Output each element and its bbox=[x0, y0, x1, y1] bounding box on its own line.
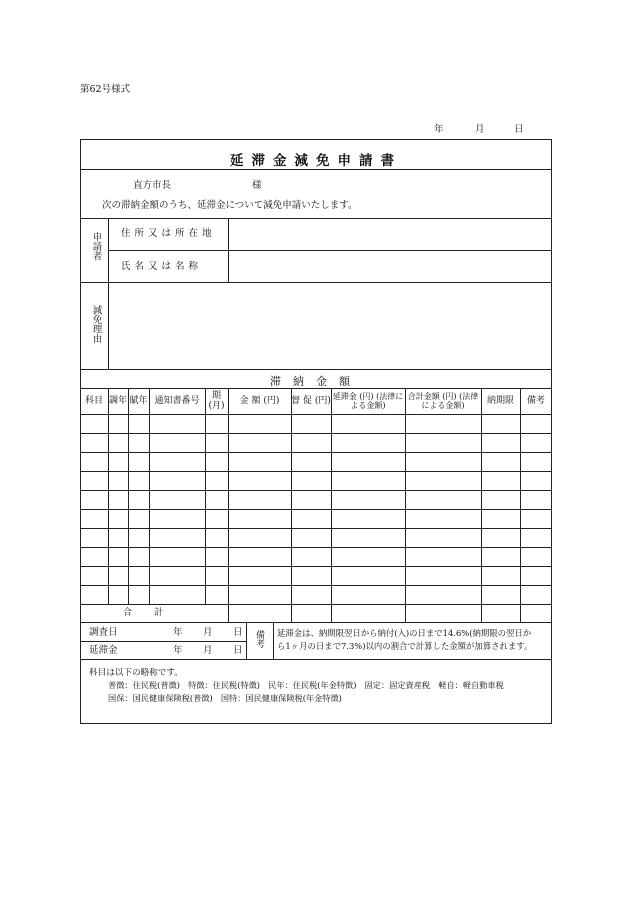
abbreviation-line-2: 国保：国民健康保険税(普徴) 国特：国民健康保険税(年金特徴) bbox=[108, 693, 342, 703]
table-cell[interactable] bbox=[521, 586, 552, 604]
divider bbox=[273, 622, 274, 659]
table-cell[interactable] bbox=[292, 434, 331, 452]
table-cell[interactable] bbox=[292, 415, 331, 433]
table-cell[interactable] bbox=[109, 548, 128, 566]
table-cell[interactable] bbox=[521, 453, 552, 471]
table-cell[interactable] bbox=[81, 453, 108, 471]
table-cell[interactable] bbox=[521, 510, 552, 528]
table-cell[interactable] bbox=[292, 510, 331, 528]
table-cell[interactable] bbox=[521, 548, 552, 566]
remarks-text-1: 延滞金は、納期限翌日から納付(入)の日まで14.6%(納期限の翌日か bbox=[277, 628, 532, 638]
request-sentence: 次の滞納金額のうち、延滞金について減免申請いたします。 bbox=[102, 200, 358, 211]
table-cell[interactable] bbox=[406, 434, 481, 452]
late-fee-day-unit: 日 bbox=[233, 645, 243, 656]
form-title: 延滞金減免申請書 bbox=[230, 153, 402, 169]
column-header-nouki: 納期限 bbox=[486, 395, 514, 406]
table-cell[interactable] bbox=[482, 491, 520, 509]
table-cell[interactable] bbox=[81, 567, 108, 585]
divider bbox=[80, 169, 552, 170]
table-cell[interactable] bbox=[150, 529, 205, 547]
table-cell[interactable] bbox=[332, 548, 405, 566]
table-cell[interactable] bbox=[206, 586, 228, 604]
table-cell[interactable] bbox=[109, 529, 128, 547]
table-cell[interactable] bbox=[150, 415, 205, 433]
table-cell[interactable] bbox=[81, 586, 108, 604]
remarks-label: 備考 bbox=[254, 630, 264, 648]
column-header-biko: 備考 bbox=[526, 395, 545, 406]
abbreviation-intro: 科目は以下の略称です。 bbox=[89, 668, 183, 678]
table-cell[interactable] bbox=[406, 586, 481, 604]
table-cell[interactable] bbox=[81, 491, 108, 509]
table-cell[interactable] bbox=[81, 510, 108, 528]
table-cell[interactable] bbox=[292, 491, 331, 509]
table-cell[interactable] bbox=[292, 453, 331, 471]
late-fee-year-unit: 年 bbox=[173, 645, 183, 656]
column-divider bbox=[405, 604, 406, 622]
divider bbox=[80, 659, 552, 660]
form-number: 第62号様式 bbox=[80, 84, 131, 95]
divider bbox=[80, 369, 552, 370]
address-label: 住所又は所在地 bbox=[121, 228, 216, 239]
table-cell[interactable] bbox=[521, 491, 552, 509]
table-cell[interactable] bbox=[229, 529, 291, 547]
applicant-label: 申請者 bbox=[90, 232, 102, 261]
table-cell[interactable] bbox=[332, 434, 405, 452]
table-cell[interactable] bbox=[129, 529, 149, 547]
table-cell[interactable] bbox=[482, 586, 520, 604]
investigation-day-unit: 日 bbox=[233, 627, 243, 638]
total-label: 合計 bbox=[122, 607, 185, 618]
arrears-heading: 滞納金額 bbox=[270, 375, 362, 388]
table-cell[interactable] bbox=[332, 567, 405, 585]
table-cell[interactable] bbox=[521, 415, 552, 433]
table-cell[interactable] bbox=[229, 586, 291, 604]
table-cell[interactable] bbox=[206, 529, 228, 547]
divider bbox=[80, 641, 246, 642]
table-cell[interactable] bbox=[482, 415, 520, 433]
address-field[interactable] bbox=[229, 219, 551, 250]
table-cell[interactable] bbox=[406, 567, 481, 585]
table-cell[interactable] bbox=[206, 548, 228, 566]
addressee-mayor: 直方市長 bbox=[133, 180, 172, 191]
table-cell[interactable] bbox=[521, 472, 552, 490]
table-cell[interactable] bbox=[206, 453, 228, 471]
name-field[interactable] bbox=[229, 251, 551, 282]
table-cell[interactable] bbox=[81, 434, 108, 452]
table-cell[interactable] bbox=[482, 510, 520, 528]
table-cell[interactable] bbox=[332, 472, 405, 490]
table-cell[interactable] bbox=[206, 434, 228, 452]
column-header-kingaku: 金 額 (円) bbox=[239, 395, 280, 406]
date-year-unit: 年 bbox=[434, 124, 444, 135]
table-cell[interactable] bbox=[229, 415, 291, 433]
table-cell[interactable] bbox=[150, 434, 205, 452]
investigation-month-unit: 月 bbox=[203, 627, 213, 638]
table-cell[interactable] bbox=[292, 567, 331, 585]
reason-field[interactable] bbox=[109, 283, 551, 369]
table-cell[interactable] bbox=[521, 434, 552, 452]
table-cell[interactable] bbox=[229, 472, 291, 490]
table-cell[interactable] bbox=[292, 472, 331, 490]
table-cell[interactable] bbox=[406, 491, 481, 509]
table-cell[interactable] bbox=[150, 510, 205, 528]
table-cell[interactable] bbox=[129, 548, 149, 566]
table-cell[interactable] bbox=[109, 453, 128, 471]
column-divider bbox=[228, 604, 229, 622]
table-cell[interactable] bbox=[109, 491, 128, 509]
table-cell[interactable] bbox=[129, 567, 149, 585]
table-cell[interactable] bbox=[206, 415, 228, 433]
table-cell[interactable] bbox=[229, 434, 291, 452]
column-divider bbox=[520, 604, 521, 622]
addressee-honorific: 様 bbox=[252, 180, 262, 191]
late-fee-label: 延滞金 bbox=[89, 645, 118, 656]
divider bbox=[246, 622, 247, 659]
table-cell[interactable] bbox=[332, 453, 405, 471]
table-cell[interactable] bbox=[406, 529, 481, 547]
table-cell[interactable] bbox=[229, 510, 291, 528]
table-cell[interactable] bbox=[150, 586, 205, 604]
table-cell[interactable] bbox=[332, 491, 405, 509]
table-cell[interactable] bbox=[206, 510, 228, 528]
abbreviation-line-1: 普徴：住民税(普徴) 特徴：住民税(特徴) 民年：住民税(年金特徴) 固定：固定資産税 軽自：軽自動車税 bbox=[108, 680, 504, 690]
table-cell[interactable] bbox=[109, 567, 128, 585]
column-divider bbox=[481, 604, 482, 622]
column-header-entaikin: 延滞金 (円) (法律による金額) bbox=[332, 391, 404, 410]
table-cell[interactable] bbox=[129, 453, 149, 471]
table-cell[interactable] bbox=[109, 472, 128, 490]
table-cell[interactable] bbox=[150, 567, 205, 585]
table-cell[interactable] bbox=[229, 453, 291, 471]
table-cell[interactable] bbox=[109, 510, 128, 528]
table-cell[interactable] bbox=[206, 491, 228, 509]
table-cell[interactable] bbox=[292, 586, 331, 604]
table-cell[interactable] bbox=[332, 510, 405, 528]
table-cell[interactable] bbox=[482, 453, 520, 471]
table-cell[interactable] bbox=[292, 529, 331, 547]
table-cell[interactable] bbox=[406, 415, 481, 433]
column-divider bbox=[291, 604, 292, 622]
table-cell[interactable] bbox=[81, 472, 108, 490]
table-cell[interactable] bbox=[109, 415, 128, 433]
table-cell[interactable] bbox=[482, 567, 520, 585]
table-cell[interactable] bbox=[129, 491, 149, 509]
table-cell[interactable] bbox=[521, 529, 552, 547]
column-header-tokusoku: 督 促 (円) bbox=[291, 395, 331, 406]
column-header-kamoku: 科目 bbox=[84, 395, 103, 406]
table-cell[interactable] bbox=[406, 453, 481, 471]
table-cell[interactable] bbox=[482, 472, 520, 490]
application-date bbox=[434, 125, 524, 135]
table-cell[interactable] bbox=[482, 434, 520, 452]
table-cell[interactable] bbox=[332, 586, 405, 604]
investigation-year-unit: 年 bbox=[173, 627, 183, 638]
table-cell[interactable] bbox=[332, 415, 405, 433]
table-cell[interactable] bbox=[150, 491, 205, 509]
column-divider bbox=[331, 604, 332, 622]
column-header-chounen: 調年 bbox=[108, 395, 127, 406]
table-cell[interactable] bbox=[81, 548, 108, 566]
late-fee-month-unit: 月 bbox=[203, 645, 213, 656]
table-cell[interactable] bbox=[521, 567, 552, 585]
name-label: 氏名又は名称 bbox=[121, 261, 203, 272]
table-cell[interactable] bbox=[482, 548, 520, 566]
table-cell[interactable] bbox=[150, 548, 205, 566]
table-cell[interactable] bbox=[150, 453, 205, 471]
remarks-text-2: ら1ヶ月の日まで7.3%)以内の割合で計算した金額が加算されます。 bbox=[277, 641, 533, 651]
table-cell[interactable] bbox=[150, 472, 205, 490]
table-cell[interactable] bbox=[229, 491, 291, 509]
table-cell[interactable] bbox=[129, 415, 149, 433]
table-cell[interactable] bbox=[482, 529, 520, 547]
column-header-ki: 期(月) bbox=[208, 390, 225, 411]
column-header-tsuchi: 通知書番号 bbox=[154, 395, 200, 406]
date-month-unit: 月 bbox=[475, 124, 485, 135]
table-cell[interactable] bbox=[229, 567, 291, 585]
table-cell[interactable] bbox=[406, 510, 481, 528]
table-cell[interactable] bbox=[332, 529, 405, 547]
reason-label: 減免理由 bbox=[90, 305, 102, 343]
table-cell[interactable] bbox=[206, 567, 228, 585]
table-cell[interactable] bbox=[109, 586, 128, 604]
table-cell[interactable] bbox=[129, 510, 149, 528]
table-cell[interactable] bbox=[292, 548, 331, 566]
table-cell[interactable] bbox=[406, 548, 481, 566]
table-cell[interactable] bbox=[129, 586, 149, 604]
divider bbox=[80, 622, 552, 623]
table-cell[interactable] bbox=[229, 548, 291, 566]
table-cell[interactable] bbox=[81, 529, 108, 547]
table-cell[interactable] bbox=[406, 472, 481, 490]
column-header-fukanen: 賦年 bbox=[129, 395, 148, 406]
date-day-unit: 日 bbox=[514, 124, 524, 135]
table-cell[interactable] bbox=[206, 472, 228, 490]
column-header-goukei: 合計金額 (円) (法律による金額) bbox=[407, 391, 479, 410]
table-cell[interactable] bbox=[109, 434, 128, 452]
investigation-date-label: 調査日 bbox=[89, 627, 118, 638]
table-cell[interactable] bbox=[129, 434, 149, 452]
table-cell[interactable] bbox=[81, 415, 108, 433]
table-cell[interactable] bbox=[129, 472, 149, 490]
